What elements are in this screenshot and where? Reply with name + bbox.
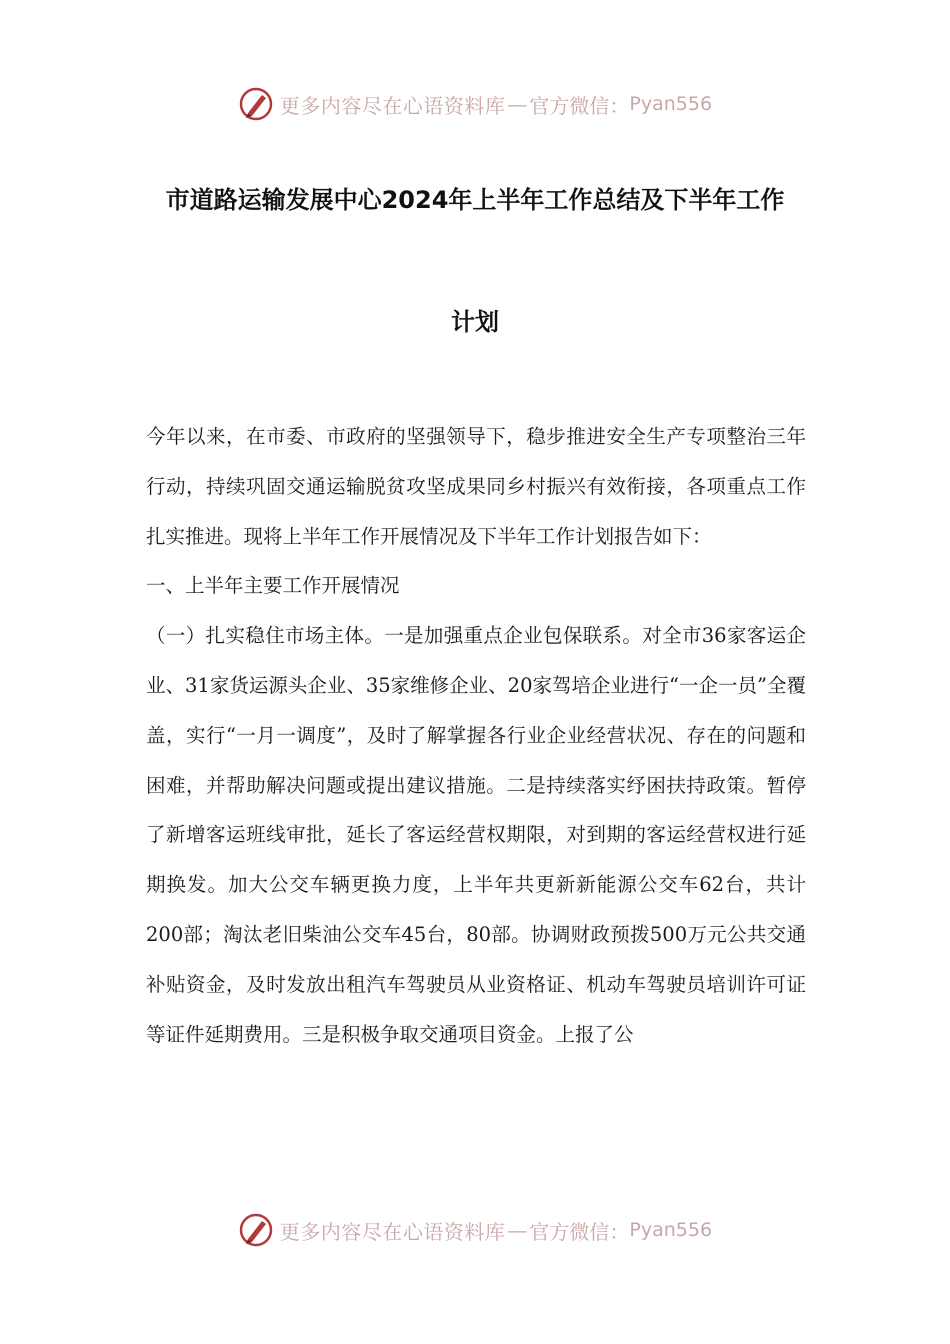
watermark-footer xyxy=(0,1212,950,1248)
intro-paragraph: 今年以来，在市委、市政府的坚强领导下，稳步推进安全生产专项整治三年行动，持续巩固交通运输脱贫攻坚成果同乡村振兴有效衔接，各项重点工作扎实推进。现将上半年工作开展情况及下半年工作计划报告如下： xyxy=(146,425,806,548)
document-body xyxy=(146,412,806,1059)
watermark-dash: — xyxy=(507,1218,528,1242)
watermark-wechat-id: Pyan556 xyxy=(629,93,713,115)
document-title-line2: 计划 xyxy=(451,308,499,336)
section-heading: 一、上半年主要工作开展情况 xyxy=(146,574,400,598)
watermark-brand: 更多内容尽在心语资料库 xyxy=(279,93,506,118)
watermark-brand: 更多内容尽在心语资料库 xyxy=(279,1219,506,1244)
watermark-header xyxy=(0,86,950,122)
document-title-line1: 市道路运输发展中心2024年上半年工作总结及下半年工作 xyxy=(165,186,785,214)
watermark-contact: 官方微信： xyxy=(529,1219,630,1244)
section-paragraph: （一）扎实稳住市场主体。一是加强重点企业包保联系。对全市36家客运企业、31家货运源头企业、35家维修企业、20家驾培企业进行“一企一员”全覆盖，实行“一月一调度”，及时了解掌握各行业企业经营状况、存在的问题和困难，并帮助解决问题或提出建议措施。二是持续落实纾困扶持政策。暂停了新增客运班线审批，延长了客运经营权期限，对到期的客运经营权进行延期换发。加大公交车辆更换力度，上半年共更新新能源公交车62台，共计200部；淘汰老旧柴油公交车45台，80部。协调财政预拨500万元公共交通补贴资金，及时发放出租汽车驾驶员从业资格证、机动车驾驶员培训许可证等证件延期费用。三是积极争取交通项目资金。上报了公 xyxy=(146,624,806,1046)
watermark-dash: — xyxy=(507,92,528,116)
watermark-contact: 官方微信： xyxy=(529,93,630,118)
pen-logo-icon xyxy=(238,86,274,122)
pen-logo-icon xyxy=(238,1212,274,1248)
watermark-wechat-id: Pyan556 xyxy=(629,1219,713,1241)
